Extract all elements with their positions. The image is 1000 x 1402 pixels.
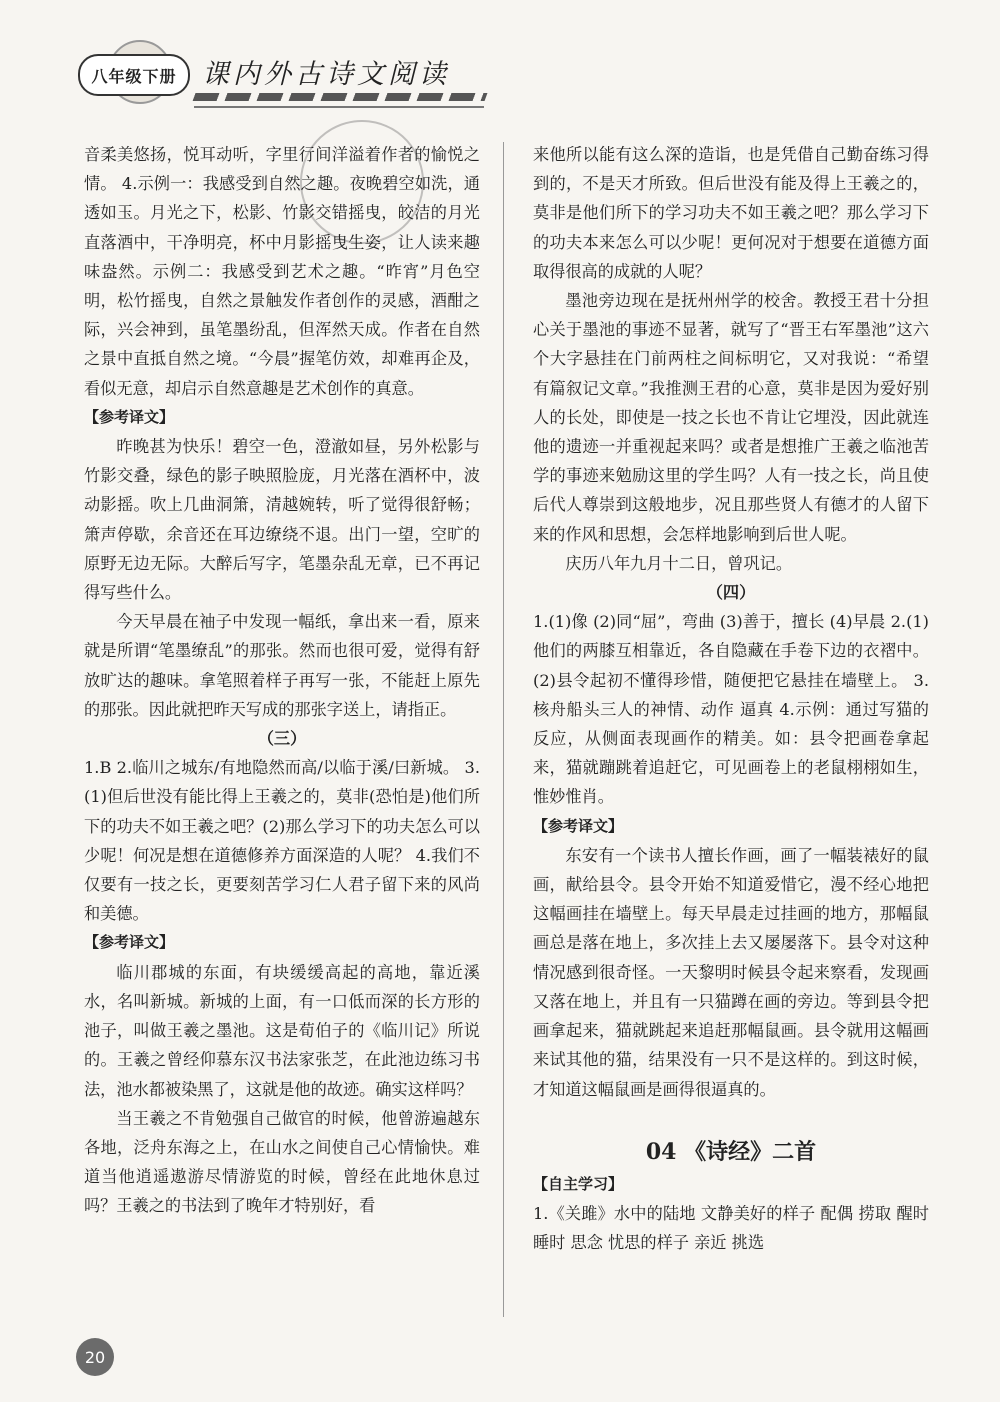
header-decor-bar (193, 93, 488, 101)
paragraph: 庆历八年九月十二日，曾巩记。 (565, 553, 793, 573)
paragraph: 来他所以能有这么深的造诣，也是凭借自己勤奋练习得到的，不是天才所致。但后世没有能及得上王羲之的，莫非是他们所下的学习功夫不如王羲之吧？那么学习下的功夫本来怎么可以少呢！更何况对于想要在道德方面取得很高的成就的人呢？ (533, 145, 929, 281)
paragraph: 昨晚甚为快乐！碧空一色，澄澈如昼，另外松影与竹影交叠，绿色的影子映照脸庞，月光落在酒杯中，波动影摇。吹上几曲洞箫，清越婉转，听了觉得很舒畅；箫声停歇，余音还在耳边缭绕不退。出门一望，空旷的原野无边无际。大醉后写字，笔墨杂乱无章，已不再记得写些什么。 (84, 437, 480, 603)
chapter-subheading: 【自主学习】 (533, 1174, 624, 1193)
paragraph: 墨池旁边现在是抚州州学的校舍。教授王君十分担心关于墨池的事迹不显著，就写了“晋王右军墨池”这六个大字悬挂在门前两柱之间标明它，又对我说：“希望有篇叙记文章。”我推测王君的心意，莫非是因为爱好别人的长处，即使是一技之长也不肯让它埋没，因此就连他的遗迹一并重视起来吗？或者是想推广王羲之临池苦学的事迹来勉励这里的学生吗？人有一技之长，尚且使后代人尊崇到这般地步，况且那些贤人有德才的人留下来的作风和思想，会怎样地影响到后世人呢。 (533, 291, 929, 544)
chapter-body: 1.《关雎》水中的陆地 文静美好的样子 配偶 捞取 醒时 睡时 思念 忧思的样子 亲近 挑选 (533, 1203, 929, 1253)
section-heading: （三） (257, 729, 307, 749)
reference-heading: 【参考译文】 (533, 816, 624, 835)
grade-tag: 八年级下册 (78, 54, 190, 96)
reference-heading: 【参考译文】 (84, 933, 175, 952)
column-divider (503, 142, 504, 1317)
left-column (84, 140, 480, 1221)
paragraph: 临川郡城的东面，有块缓缓高起的高地，靠近溪水，名叫新城。新城的上面，有一口低而深的长方形的池子，叫做王羲之墨池。这是荀伯子的《临川记》所说的。王羲之曾经仰慕东汉书法家张芝，在此池边练习书法，池水都被染黑了，这就是他的故迹。确实这样吗？ (84, 962, 480, 1099)
paragraph: 东安有一个读书人擅长作画，画了一幅装裱好的鼠画，献给县令。县令开始不知道爱惜它，漫不经心地把这幅画挂在墙壁上。每天早晨走过挂画的地方，那幅鼠画总是落在地上，多次挂上去又屡屡落下。县令对这种情况感到很奇怪。一天黎明时候县令起来察看，发现画又落在地上，并且有一只猫蹲在画的旁边。等到县令把画拿起来，猫就跳起来追赶那幅鼠画。县令就用这幅画来试其他的猫，结果没有一只不是这样的。到这时候，才知道这幅鼠画是画得很逼真的。 (533, 845, 929, 1099)
chapter-title: 04 《诗经》二首 (645, 1138, 817, 1165)
paragraph: 1.B 2.临川之城东/有地隐然而高/以临于溪/曰新城。 3.(1)但后世没有能比得上王羲之的，莫非(恐怕是)他们所下的功夫不如王羲之吧？(2)那么学习下的功夫怎么可以少呢！何况是想在道德修养方面深造的人呢？ 4.我们不仅要有一技之长，更要刻苦学习仁人君子留下来的风尚和美德。 (84, 758, 480, 924)
paragraph: 1.(1)像 (2)同“屈”，弯曲 (3)善于，擅长 (4)早晨 2.(1)他们的两膝互相靠近，各自隐藏在手卷下边的衣褶中。 (2)县令起初不懂得珍惜，随便把它悬挂在墙壁上。 3.核舟船头三人的神情、动作 逼真 4.示例：通过写猫的反应，从侧面表现画作的精美。如：县令把画卷拿起来，猫就蹦跳着追赶它，可见画卷上的老鼠栩栩如生，惟妙惟肖。 (533, 612, 929, 807)
reference-heading: 【参考译文】 (84, 407, 175, 426)
paragraph: 当王羲之不肯勉强自己做官的时候，他曾游遍越东各地，泛舟东海之上，在山水之间使自己心情愉快。难道当他逍遥遨游尽情游览的时候，曾经在此地休息过吗？王羲之的书法到了晚年才特别好，看 (84, 1108, 480, 1216)
paragraph: 今天早晨在袖子中发现一幅纸，拿出来一看，原来就是所谓“笔墨缭乱”的那张。然而也很可爱，觉得有舒放旷达的趣味。拿笔照着样子再写一张，不能赶上原先的那张。因此就把昨天写成的那张字送上，请指正。 (84, 612, 480, 719)
paragraph: 音柔美悠扬，悦耳动听，字里行间洋溢着作者的愉悦之情。 4.示例一：我感受到自然之趣。夜晚碧空如洗，通透如玉。月光之下，松影、竹影交错摇曳，皎洁的月光直落酒中，干净明亮，杯中月影摇曳生姿，让人读来趣味盎然。示例二：我感受到艺术之趣。“昨宵”月色空明，松竹摇曳，自然之景触发作者创作的灵感，酒酣之际，兴会神到，虽笔墨纷乱，但浑然天成。作者在自然之景中直抵自然之境。“今晨”握笔仿效，却难再企及，看似无意，却启示自然意趣是艺术创作的真意。 (84, 145, 480, 398)
book-title: 课内外古诗文阅读 (202, 59, 450, 90)
page-number: 20 (76, 1338, 114, 1376)
page-header (70, 30, 490, 115)
section-heading: （四） (706, 583, 756, 603)
header-rule (194, 106, 484, 108)
right-column (533, 140, 929, 1257)
